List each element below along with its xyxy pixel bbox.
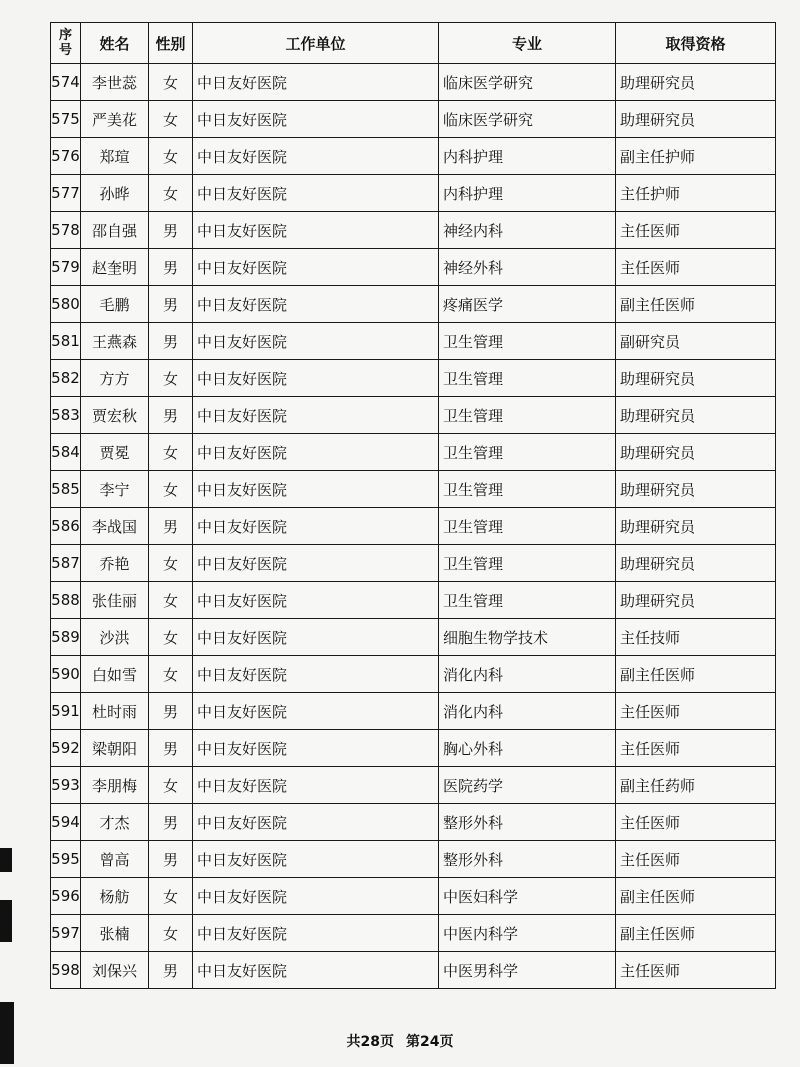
cell-name: 白如雪: [81, 656, 149, 693]
cell-qualification: 主任医师: [616, 952, 776, 989]
cell-major: 卫生管理: [439, 508, 616, 545]
cell-work-unit: 中日友好医院: [193, 841, 439, 878]
cell-qualification: 助理研究员: [616, 360, 776, 397]
header-serial-number: 序 号: [51, 23, 81, 64]
cell-serial-number: 590: [51, 656, 81, 693]
cell-major: 疼痛医学: [439, 286, 616, 323]
cell-sex: 男: [149, 804, 193, 841]
cell-major: 胸心外科: [439, 730, 616, 767]
cell-work-unit: 中日友好医院: [193, 471, 439, 508]
cell-sex: 男: [149, 730, 193, 767]
table-row: [51, 693, 776, 730]
cell-serial-number: 598: [51, 952, 81, 989]
cell-name: 李宁: [81, 471, 149, 508]
cell-major: 消化内科: [439, 656, 616, 693]
cell-serial-number: 576: [51, 138, 81, 175]
page-footer: [0, 1031, 800, 1051]
cell-sex: 女: [149, 64, 193, 101]
cell-work-unit: 中日友好医院: [193, 138, 439, 175]
cell-name: 郑瑄: [81, 138, 149, 175]
cell-sex: 女: [149, 434, 193, 471]
table-row: [51, 878, 776, 915]
cell-serial-number: 575: [51, 101, 81, 138]
cell-qualification: 助理研究员: [616, 64, 776, 101]
cell-major: 神经内科: [439, 212, 616, 249]
cell-serial-number: 591: [51, 693, 81, 730]
cell-work-unit: 中日友好医院: [193, 878, 439, 915]
table-row: [51, 471, 776, 508]
cell-name: 孙晔: [81, 175, 149, 212]
cell-work-unit: 中日友好医院: [193, 64, 439, 101]
cell-serial-number: 594: [51, 804, 81, 841]
cell-name: 李战国: [81, 508, 149, 545]
header-major: 专业: [439, 23, 616, 64]
cell-sex: 女: [149, 915, 193, 952]
table-row: [51, 101, 776, 138]
cell-work-unit: 中日友好医院: [193, 582, 439, 619]
cell-name: 张佳丽: [81, 582, 149, 619]
cell-serial-number: 589: [51, 619, 81, 656]
table-row: [51, 804, 776, 841]
cell-qualification: 副研究员: [616, 323, 776, 360]
cell-major: 整形外科: [439, 804, 616, 841]
table-row: [51, 582, 776, 619]
table-row: [51, 508, 776, 545]
cell-serial-number: 581: [51, 323, 81, 360]
cell-major: 消化内科: [439, 693, 616, 730]
cell-name: 李朋梅: [81, 767, 149, 804]
cell-serial-number: 586: [51, 508, 81, 545]
cell-sex: 女: [149, 656, 193, 693]
cell-name: 严美花: [81, 101, 149, 138]
cell-sex: 男: [149, 286, 193, 323]
cell-major: 卫生管理: [439, 545, 616, 582]
cell-major: 内科护理: [439, 175, 616, 212]
cell-major: 卫生管理: [439, 434, 616, 471]
cell-work-unit: 中日友好医院: [193, 434, 439, 471]
cell-name: 曾高: [81, 841, 149, 878]
cell-qualification: 主任医师: [616, 249, 776, 286]
cell-sex: 女: [149, 175, 193, 212]
table-row: [51, 249, 776, 286]
cell-major: 整形外科: [439, 841, 616, 878]
cell-name: 贾冕: [81, 434, 149, 471]
cell-qualification: 助理研究员: [616, 397, 776, 434]
cell-major: 医院药学: [439, 767, 616, 804]
table-row: [51, 545, 776, 582]
cell-name: 梁朝阳: [81, 730, 149, 767]
cell-qualification: 助理研究员: [616, 434, 776, 471]
cell-qualification: 助理研究员: [616, 101, 776, 138]
cell-qualification: 副主任医师: [616, 286, 776, 323]
cell-work-unit: 中日友好医院: [193, 397, 439, 434]
table-row: [51, 841, 776, 878]
cell-serial-number: 587: [51, 545, 81, 582]
cell-sex: 男: [149, 952, 193, 989]
cell-qualification: 助理研究员: [616, 582, 776, 619]
cell-name: 王燕森: [81, 323, 149, 360]
cell-serial-number: 585: [51, 471, 81, 508]
cell-name: 刘保兴: [81, 952, 149, 989]
cell-qualification: 主任医师: [616, 841, 776, 878]
table-row: [51, 397, 776, 434]
table-row: [51, 64, 776, 101]
cell-serial-number: 592: [51, 730, 81, 767]
cell-work-unit: 中日友好医院: [193, 952, 439, 989]
cell-sex: 女: [149, 582, 193, 619]
table-row: [51, 730, 776, 767]
cell-work-unit: 中日友好医院: [193, 656, 439, 693]
table-row: [51, 138, 776, 175]
table-row: [51, 175, 776, 212]
cell-sex: 女: [149, 878, 193, 915]
cell-work-unit: 中日友好医院: [193, 175, 439, 212]
cell-qualification: 主任护师: [616, 175, 776, 212]
header-name: 姓名: [81, 23, 149, 64]
cell-major: 中医妇科学: [439, 878, 616, 915]
table-row: [51, 360, 776, 397]
cell-name: 张楠: [81, 915, 149, 952]
header-qualification: 取得资格: [616, 23, 776, 64]
cell-qualification: 副主任医师: [616, 915, 776, 952]
scan-edge-mark: [0, 848, 12, 872]
cell-qualification: 主任医师: [616, 212, 776, 249]
cell-major: 中医男科学: [439, 952, 616, 989]
cell-sex: 男: [149, 508, 193, 545]
header-work-unit: 工作单位: [193, 23, 439, 64]
table-row: [51, 656, 776, 693]
cell-serial-number: 597: [51, 915, 81, 952]
table-row: [51, 952, 776, 989]
cell-serial-number: 577: [51, 175, 81, 212]
cell-sex: 女: [149, 360, 193, 397]
cell-name: 沙洪: [81, 619, 149, 656]
cell-work-unit: 中日友好医院: [193, 212, 439, 249]
cell-work-unit: 中日友好医院: [193, 915, 439, 952]
cell-serial-number: 583: [51, 397, 81, 434]
cell-name: 赵奎明: [81, 249, 149, 286]
cell-qualification: 副主任护师: [616, 138, 776, 175]
cell-work-unit: 中日友好医院: [193, 508, 439, 545]
cell-name: 贾宏秋: [81, 397, 149, 434]
table-row: [51, 915, 776, 952]
cell-major: 卫生管理: [439, 360, 616, 397]
cell-qualification: 助理研究员: [616, 471, 776, 508]
cell-serial-number: 579: [51, 249, 81, 286]
cell-major: 细胞生物学技术: [439, 619, 616, 656]
cell-sex: 男: [149, 841, 193, 878]
cell-sex: 男: [149, 249, 193, 286]
cell-sex: 女: [149, 545, 193, 582]
cell-major: 神经外科: [439, 249, 616, 286]
cell-serial-number: 596: [51, 878, 81, 915]
cell-name: 方方: [81, 360, 149, 397]
cell-qualification: 助理研究员: [616, 545, 776, 582]
cell-work-unit: 中日友好医院: [193, 323, 439, 360]
cell-name: 毛鹏: [81, 286, 149, 323]
cell-sex: 女: [149, 619, 193, 656]
cell-major: 卫生管理: [439, 323, 616, 360]
table-row: [51, 619, 776, 656]
cell-qualification: 副主任医师: [616, 656, 776, 693]
cell-qualification: 主任医师: [616, 693, 776, 730]
cell-qualification: 副主任医师: [616, 878, 776, 915]
cell-major: 卫生管理: [439, 582, 616, 619]
cell-serial-number: 595: [51, 841, 81, 878]
cell-work-unit: 中日友好医院: [193, 545, 439, 582]
cell-serial-number: 593: [51, 767, 81, 804]
cell-name: 杨舫: [81, 878, 149, 915]
cell-name: 乔艳: [81, 545, 149, 582]
cell-serial-number: 582: [51, 360, 81, 397]
cell-sex: 女: [149, 471, 193, 508]
table-header-row: [51, 23, 776, 64]
cell-qualification: 主任医师: [616, 804, 776, 841]
cell-sex: 女: [149, 138, 193, 175]
cell-major: 内科护理: [439, 138, 616, 175]
cell-major: 卫生管理: [439, 397, 616, 434]
scan-edge-mark: [0, 900, 12, 942]
table-row: [51, 212, 776, 249]
cell-name: 杜时雨: [81, 693, 149, 730]
cell-serial-number: 574: [51, 64, 81, 101]
cell-major: 卫生管理: [439, 471, 616, 508]
cell-sex: 男: [149, 212, 193, 249]
cell-name: 才杰: [81, 804, 149, 841]
cell-serial-number: 580: [51, 286, 81, 323]
cell-name: 邵自强: [81, 212, 149, 249]
cell-major: 临床医学研究: [439, 64, 616, 101]
header-sex: 性别: [149, 23, 193, 64]
cell-work-unit: 中日友好医院: [193, 767, 439, 804]
cell-sex: 男: [149, 693, 193, 730]
cell-work-unit: 中日友好医院: [193, 693, 439, 730]
cell-name: 李世蕊: [81, 64, 149, 101]
cell-serial-number: 588: [51, 582, 81, 619]
cell-sex: 女: [149, 101, 193, 138]
cell-sex: 男: [149, 397, 193, 434]
cell-serial-number: 578: [51, 212, 81, 249]
cell-work-unit: 中日友好医院: [193, 804, 439, 841]
cell-qualification: 主任医师: [616, 730, 776, 767]
table-row: [51, 434, 776, 471]
cell-qualification: 主任技师: [616, 619, 776, 656]
cell-major: 临床医学研究: [439, 101, 616, 138]
cell-work-unit: 中日友好医院: [193, 730, 439, 767]
table-row: [51, 286, 776, 323]
cell-serial-number: 584: [51, 434, 81, 471]
cell-sex: 女: [149, 767, 193, 804]
cell-major: 中医内科学: [439, 915, 616, 952]
qualification-roster-table: [50, 22, 776, 989]
cell-work-unit: 中日友好医院: [193, 286, 439, 323]
cell-qualification: 副主任药师: [616, 767, 776, 804]
table-row: [51, 767, 776, 804]
cell-work-unit: 中日友好医院: [193, 360, 439, 397]
cell-qualification: 助理研究员: [616, 508, 776, 545]
cell-work-unit: 中日友好医院: [193, 101, 439, 138]
current-page: 第24页: [406, 1034, 454, 1050]
cell-sex: 男: [149, 323, 193, 360]
cell-work-unit: 中日友好医院: [193, 249, 439, 286]
total-pages: 共28页: [346, 1034, 394, 1050]
table-row: [51, 323, 776, 360]
cell-work-unit: 中日友好医院: [193, 619, 439, 656]
